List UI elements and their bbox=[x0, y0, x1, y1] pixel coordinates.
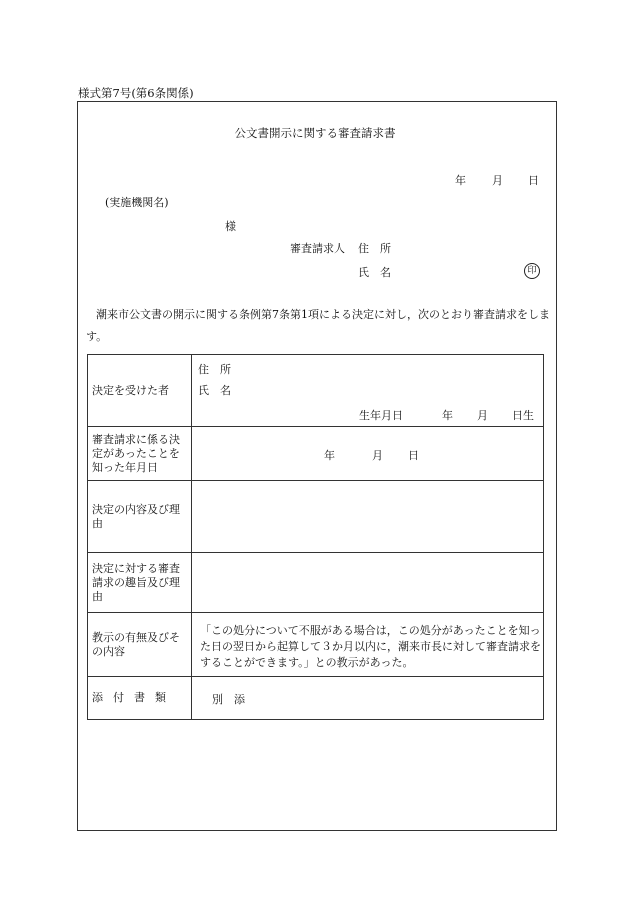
document-title: 公文書開示に関する審査請求書 bbox=[234, 126, 396, 140]
recipient-address-label: 住 所 bbox=[198, 363, 231, 376]
form-number-label: 様式第7号(第6条関係) bbox=[78, 86, 194, 100]
table-row bbox=[88, 355, 544, 427]
request-details-table bbox=[87, 354, 544, 720]
decision-content-label: 決定の内容及び理由 bbox=[88, 481, 192, 553]
date-day-label: 日 bbox=[528, 174, 539, 187]
instruction-label: 教示の有無及びその内容 bbox=[88, 613, 192, 677]
requester-name-label: 氏 名 bbox=[358, 266, 391, 279]
birth-day-label: 日生 bbox=[512, 409, 534, 422]
birth-month-label: 月 bbox=[477, 409, 488, 422]
decision-recipient-label: 決定を受けた者 bbox=[88, 355, 192, 427]
known-date-field[interactable] bbox=[192, 427, 544, 481]
requester-role-label: 審査請求人 bbox=[290, 242, 345, 255]
table-row bbox=[88, 427, 544, 481]
known-date-label: 審査請求に係る決定があったことを知った年月日 bbox=[88, 427, 192, 481]
recipient-honorific: 様 bbox=[225, 220, 236, 233]
table-row bbox=[88, 677, 544, 720]
table-row bbox=[88, 481, 544, 553]
attachments-label: 添付書類 bbox=[88, 677, 192, 720]
seal-icon: 印 bbox=[524, 263, 540, 279]
attachments-value: 別 添 bbox=[212, 693, 245, 706]
attachments-field[interactable] bbox=[192, 677, 544, 720]
request-body-text: 潮来市公文書の開示に関する条例第7条第1項による決定に対し，次のとおり審査請求をします。 bbox=[86, 308, 550, 343]
table-row bbox=[88, 613, 544, 677]
birth-year-label: 年 bbox=[442, 409, 453, 422]
recipient-name-label: 氏 名 bbox=[198, 384, 231, 397]
known-month-label: 月 bbox=[372, 449, 383, 462]
recipient-org-label: (実施機関名) bbox=[105, 196, 169, 209]
decision-recipient-field[interactable] bbox=[192, 355, 544, 427]
instruction-field bbox=[192, 613, 544, 677]
date-year-label: 年 bbox=[455, 174, 466, 187]
decision-content-field[interactable] bbox=[192, 481, 544, 553]
instruction-text: 「この処分について不服がある場合は，この処分があったことを知った日の翌日から起算して３か月以内に，潮来市長に対して審査請求をすることができます。」との教示があった。 bbox=[200, 624, 541, 669]
table-row bbox=[88, 553, 544, 613]
requester-address-label: 住 所 bbox=[358, 242, 391, 255]
request-purpose-field[interactable] bbox=[192, 553, 544, 613]
date-month-label: 月 bbox=[492, 174, 503, 187]
known-day-label: 日 bbox=[408, 449, 419, 462]
birthdate-label: 生年月日 bbox=[359, 409, 403, 422]
request-purpose-label: 決定に対する審査請求の趣旨及び理由 bbox=[88, 553, 192, 613]
known-year-label: 年 bbox=[324, 449, 335, 462]
